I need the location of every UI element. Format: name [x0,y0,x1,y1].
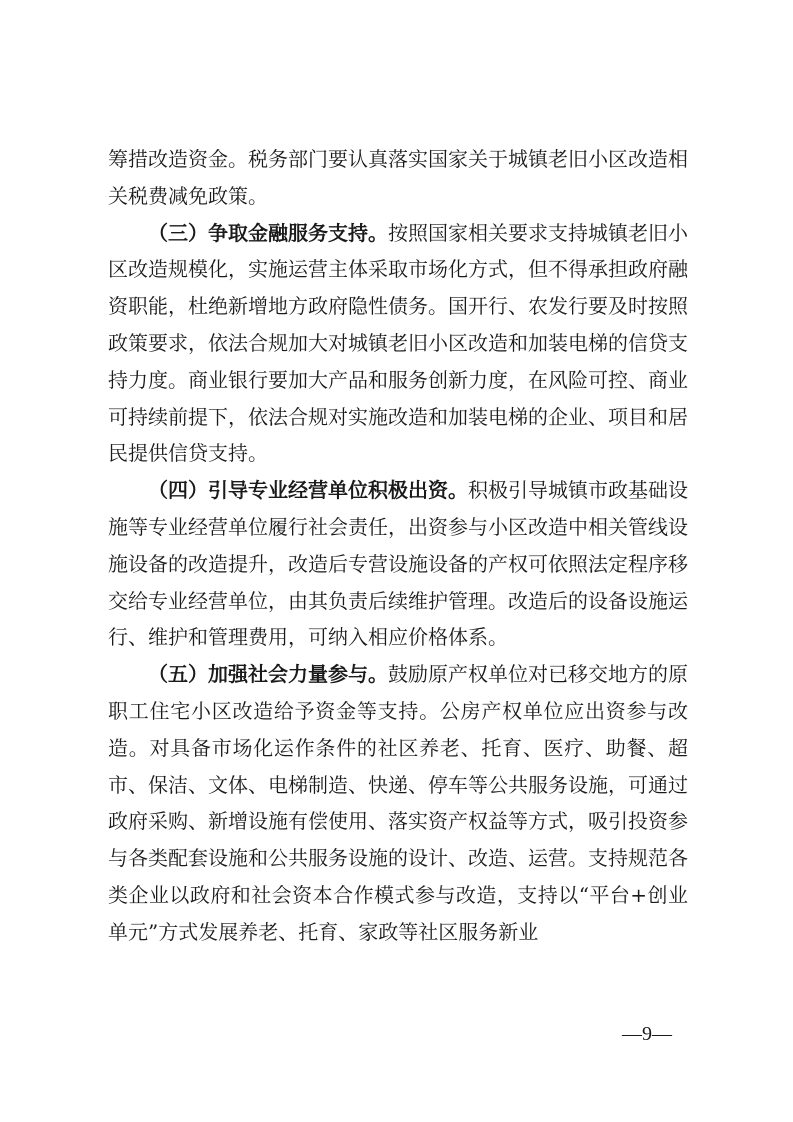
paragraph-continuation [108,141,688,215]
paragraph-text: 按照国家相关要求支持城镇老旧小区改造规模化，实施运营主体采取市场化方式，但不得承担政府融资职能，杜绝新增地方政府隐性债务。国开行、农发行要及时按照政策要求，依法合规加大对城镇老旧小区改造和加装电梯的信贷支持力度。商业银行要加大产品和服务创新力度，在风险可控、商业可持续前提下，依法合规对实施改造和加装电梯的企业、项目和居民提供信贷支持。 [108,220,688,466]
section-heading-3: （三）争取金融服务支持。 [148,220,388,245]
paragraph-text: 鼓励原产权单位对已移交地方的原职工住宅小区改造给予资金等支持。公房产权单位应出资参与改造。对具备市场化运作条件的社区养老、托育、医疗、助餐、超市、保洁、文体、电梯制造、快递、停车等公共服务设施，可通过政府采购、新增设施有偿使用、落实资产权益等方式，吸引投资参与各类配套设施和公共服务设施的设计、改造、运营。支持规范各类企业以政府和社会资本合作模式参与改造，支持以“平台+创业单元”方式发展养老、托育、家政等社区服务新业 [108,662,688,944]
section-heading-5: （五）加强社会力量参与。 [148,662,388,687]
page-number: —9— [622,1023,672,1045]
paragraph-financial-support [108,215,688,473]
paragraph-professional-units [108,472,688,656]
document-body [108,141,688,951]
paragraph-social-participation [108,656,688,950]
paragraph-text: 积极引导城镇市政基础设施等专业经营单位履行社会责任，出资参与小区改造中相关管线设施设备的改造提升，改造后专营设施设备的产权可依照法定程序移交给专业经营单位，由其负责后续维护管理。改造后的设备设施运行、维护和管理费用，可纳入相应价格体系。 [108,478,688,650]
paragraph-text: 筹措改造资金。税务部门要认真落实国家关于城镇老旧小区改造相关税费减免政策。 [108,147,688,208]
section-heading-4: （四）引导专业经营单位积极出资。 [148,478,468,503]
